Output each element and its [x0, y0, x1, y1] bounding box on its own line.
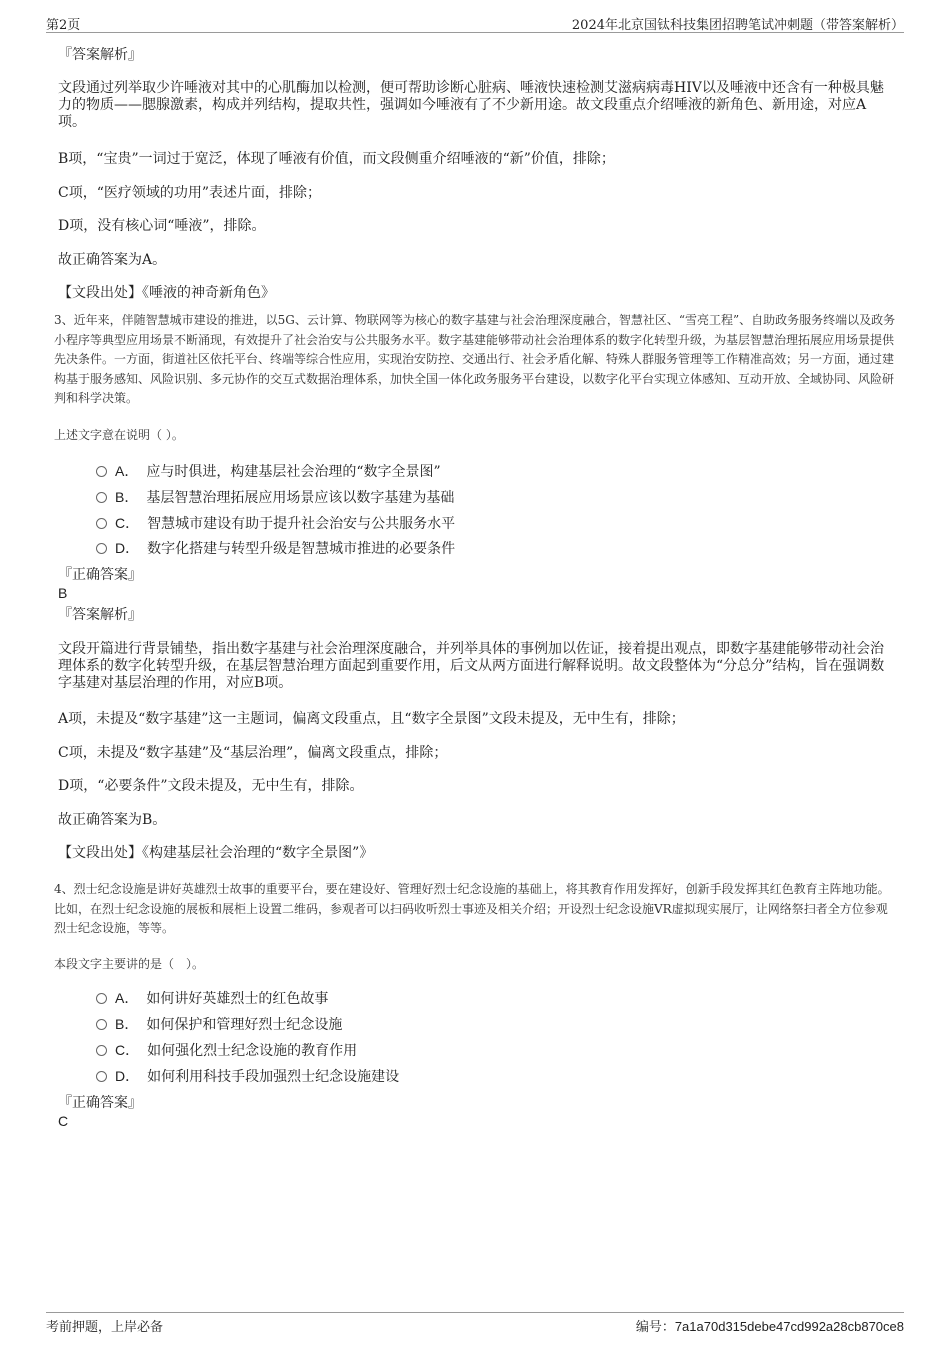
option-c[interactable]: C． 如何强化烈士纪念设施的教育作用	[96, 1040, 357, 1060]
question-prompt: 本段文字主要讲的是（ ）。	[54, 957, 205, 971]
question-text: 4、烈士纪念设施是讲好英雄烈士故事的重要平台，要在建设好、管理好烈士纪念设施的基础上，将其教育作用发挥好，创新手段发挥其红色教育主阵地功能。比如，在烈士纪念设施的展板和展柜上设置二维码，参观者可以扫码收听烈士事迹及相关介绍；开设烈士纪念设施VR虚拟现实展厅，让网络祭扫者全方位参观烈士纪念设施，等等。	[54, 882, 890, 935]
page-number: 第2页	[46, 18, 81, 33]
option-a[interactable]: A． 应与时俱进，构建基层社会治理的“数字全景图”	[96, 461, 441, 481]
radio-icon[interactable]	[96, 993, 107, 1004]
analysis-paragraph: D项，“必要条件”文段未提及，无中生有，排除。	[58, 778, 364, 794]
analysis-paragraph: A项，未提及“数字基建”这一主题词，偏离文段重点，且“数字全景图”文段未提及，无中生有，排除；	[58, 711, 685, 727]
analysis-paragraph: 文段开篇进行背景铺垫，指出数字基建与社会治理深度融合，并列举具体的事例加以佐证，接着提出观点，即数字基建能够带动社会治理体系的数字化转型升级，在基层智慧治理方面起到重要作用，后文从两方面进行解释说明。故文段整体为“分总分”结构，旨在强调数字基建对基层治理的作用，对应B项。	[58, 641, 885, 691]
document-title: 2024年北京国钛科技集团招聘笔试冲刺题（带答案解析）	[571, 18, 904, 33]
correct-answer: B	[58, 585, 68, 601]
option-b[interactable]: B． 如何保护和管理好烈士纪念设施	[96, 1014, 342, 1034]
correct-answer: C	[58, 1113, 69, 1129]
analysis-label: 『答案解析』	[58, 47, 142, 63]
document-id-label: 编号：	[635, 1320, 675, 1335]
question-text: 3、近年来，伴随智慧城市建设的推进，以5G、云计算、物联网等为核心的数字基建与社会治理深度融合，智慧社区、“雪亮工程”、自助政务服务终端以及政务小程序等典型应用场景不断涌现，有效提升了社会治安与公共服务水平。数字基建能够带动社会治理体系的数字化转型升级，为基层智慧治理拓展应用场景提供先决条件。一方面，街道社区依托平台、终端等综合性应用，实现治安防控、交通出行、社会矛盾化解、特殊人群服务管理等工作精准高效；另一方面，通过建构基于服务感知、风险识别、多元协作的交互式数据治理体系，加快全国一体化政务服务平台建设，以数字化平台实现立体感知、互动开放、全域协同、风险研判和科学决策。	[54, 313, 896, 405]
question-prompt: 上述文字意在说明（ ）。	[54, 428, 184, 442]
conclusion: 故正确答案为A。	[58, 252, 167, 268]
option-a[interactable]: A． 如何讲好英雄烈士的红色故事	[96, 988, 328, 1008]
document-id	[636, 1316, 904, 1335]
passage-source: 【文段出处】《构建基层社会治理的“数字全景图”》	[58, 845, 374, 861]
analysis-paragraph: C项，未提及“数字基建”及“基层治理”，偏离文段重点，排除；	[58, 745, 448, 761]
passage-source: 【文段出处】《唾液的神奇新角色》	[58, 285, 275, 301]
analysis-paragraph: C项，“医疗领域的功用”表述片面，排除；	[58, 185, 322, 201]
analysis-paragraph: D项，没有核心词“唾液”，排除。	[58, 218, 266, 234]
conclusion: 故正确答案为B。	[58, 812, 167, 828]
page-header	[46, 12, 904, 33]
option-d[interactable]: D． 数字化搭建与转型升级是智慧城市推进的必要条件	[96, 538, 455, 558]
radio-icon[interactable]	[96, 543, 107, 554]
correct-answer-label: 『正确答案』	[58, 567, 142, 583]
radio-icon[interactable]	[96, 1071, 107, 1082]
radio-icon[interactable]	[96, 1045, 107, 1056]
document-id-value: 7a1a70d315debe47cd992a28cb870ce8	[674, 1319, 904, 1334]
correct-answer-label: 『正确答案』	[58, 1095, 142, 1111]
option-d[interactable]: D． 如何利用科技手段加强烈士纪念设施建设	[96, 1066, 399, 1086]
radio-icon[interactable]	[96, 492, 107, 503]
option-c[interactable]: C． 智慧城市建设有助于提升社会治安与公共服务水平	[96, 513, 455, 533]
radio-icon[interactable]	[96, 1019, 107, 1030]
radio-icon[interactable]	[96, 466, 107, 477]
radio-icon[interactable]	[96, 518, 107, 529]
analysis-paragraph: 文段通过列举取少许唾液对其中的心肌酶加以检测，便可帮助诊断心脏病、唾液快速检测艾滋病病毒HIV以及唾液中还含有一种极具魅力的物质——腮腺激素，构成并列结构，提取共性，强调如今唾液有了不少新用途。故文段重点介绍唾液的新角色、新用途，对应A项。	[58, 80, 884, 130]
analysis-paragraph: B项，“宝贵”一词过于宽泛，体现了唾液有价值，而文段侧重介绍唾液的“新”价值，排除；	[58, 151, 615, 167]
analysis-label: 『答案解析』	[58, 607, 142, 623]
page-footer	[46, 1312, 904, 1333]
footer-slogan: 考前押题，上岸必备	[46, 1320, 164, 1335]
option-b[interactable]: B． 基层智慧治理拓展应用场景应该以数字基建为基础	[96, 487, 454, 507]
